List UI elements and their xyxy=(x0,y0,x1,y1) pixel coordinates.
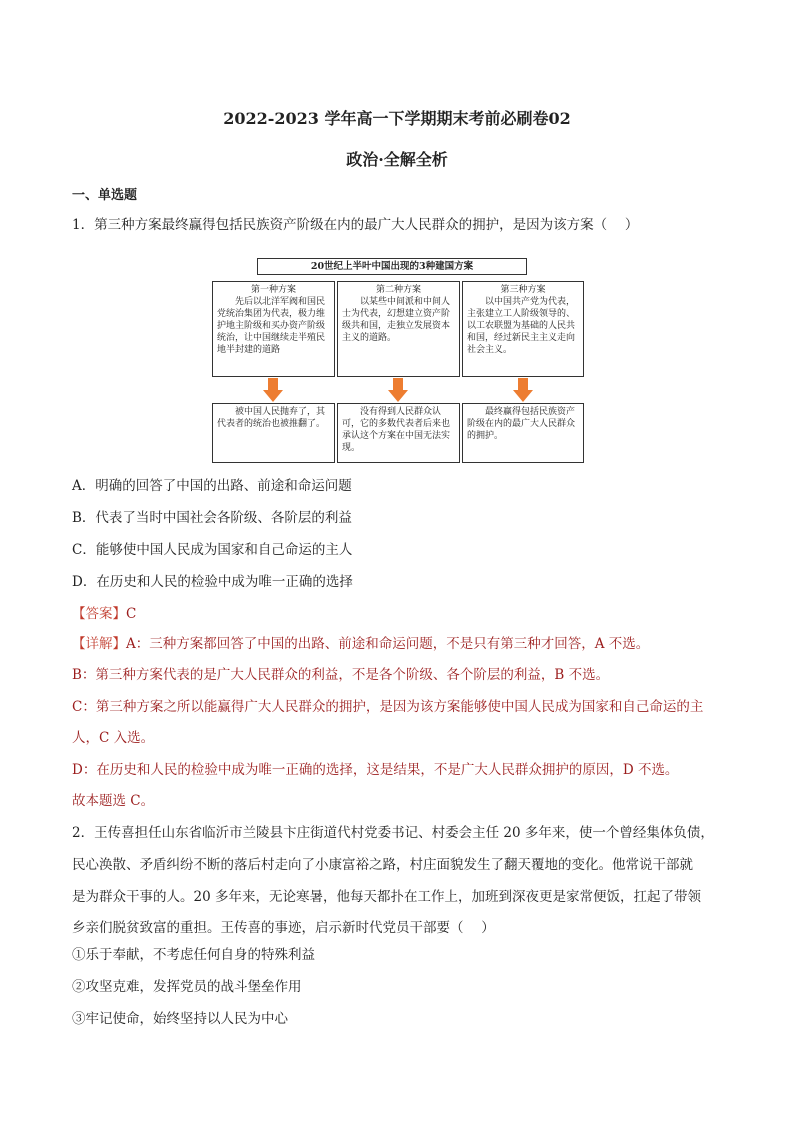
plan-3-head: 第三种方案 xyxy=(500,285,546,295)
section-heading: 一、单选题 xyxy=(72,188,138,203)
question-2-line-3: 是为群众干事的人。20 多年来，无论寒暑，他每天都扑在工作上，加班到深夜更是家常便饭，扛起了带领 xyxy=(72,889,701,905)
detail-line-c-cont: 人，C 入选。 xyxy=(72,730,155,746)
question-2-line-1: 2．王传喜担任山东省临沂市兰陵县卞庄街道代村党委书记、村委会主任 20 多年来，使一个曾经集体负债， xyxy=(72,825,714,841)
option-d: D．在历史和人民的检验中成为唯一正确的选择 xyxy=(72,574,353,590)
plan-2-result-text: 没有得到人民群众认可，它的多数代表者后来也承认这个方案在中国无法实现。 xyxy=(342,407,451,453)
plan-1-result xyxy=(212,403,335,463)
detail-line-d: D：在历史和人民的检验中成为唯一正确的选择，这是结果，不是广大人民群众拥护的原因，D 不选。 xyxy=(72,762,679,778)
question-1-stem: 1．第三种方案最终赢得包括民族资产阶级在内的最广大人民群众的拥护，是因为该方案（ ） xyxy=(72,217,639,233)
plan-1-result-text: 被中国人民抛弃了，其代表者的统治也被推翻了。 xyxy=(217,407,326,429)
plan-3-box xyxy=(462,281,584,377)
detail-line-1 xyxy=(72,635,732,653)
down-arrow-icon xyxy=(388,378,408,402)
plan-2-head: 第二种方案 xyxy=(375,285,421,295)
question-2-line-2: 民心涣散、矛盾纠纷不断的落后村走向了小康富裕之路，村庄面貌发生了翻天覆地的变化。他常说干部就 xyxy=(72,857,693,873)
plan-1-body: 先后以北洋军阀和国民党统治集团为代表，极力维护地主阶级和买办资产阶级统治，让中国继续走半殖民地半封建的道路 xyxy=(217,297,326,355)
plans-diagram xyxy=(212,257,584,465)
plan-3-body: 以中国共产党为代表，主张建立工人阶级领导的、以工农联盟为基础的人民共和国，经过新民主主义走向社会主义。 xyxy=(467,297,576,355)
question-2-line-4: 乡亲们脱贫致富的重担。王传喜的事迹，启示新时代党员干部要（ ） xyxy=(72,920,495,936)
detail-text-a: A：三种方案都回答了中国的出路、前途和命运问题，不是只有第三种才回答，A 不选。 xyxy=(126,636,650,652)
q2-item-3: ③牢记使命，始终坚持以人民为中心 xyxy=(72,1011,288,1027)
answer-line xyxy=(72,605,732,623)
plan-2-box xyxy=(337,281,460,377)
option-a: A．明确的回答了中国的出路、前途和命运问题 xyxy=(72,478,352,494)
plan-3-result-text: 最终赢得包括民族资产阶级在内的最广大人民群众的拥护。 xyxy=(467,407,576,441)
option-c: C．能够使中国人民成为国家和自己命运的主人 xyxy=(72,542,353,558)
detail-tag: 【详解】 xyxy=(72,636,126,652)
down-arrow-icon xyxy=(513,378,533,402)
q2-item-2: ②攻坚克难，发挥党员的战斗堡垒作用 xyxy=(72,979,302,995)
plan-2-result xyxy=(337,403,460,463)
answer-tag: 【答案】 xyxy=(72,606,126,622)
down-arrow-icon xyxy=(263,378,283,402)
option-b: B．代表了当时中国社会各阶级、各阶层的利益 xyxy=(72,510,352,526)
q2-item-1: ①乐于奉献，不考虑任何自身的特殊利益 xyxy=(72,947,315,963)
diagram-title: 20世纪上半叶中国出现的3种建国方案 xyxy=(257,258,527,275)
conclusion: 故本题选 C。 xyxy=(72,793,155,809)
plan-1-head: 第一种方案 xyxy=(250,285,296,295)
plan-3-result xyxy=(462,403,584,463)
document-title: 2022-2023 学年高一下学期期末考前必刷卷02 xyxy=(223,109,571,128)
document-subtitle: 政治·全解全析 xyxy=(346,150,448,169)
plan-2-body: 以某些中间派和中间人士为代表，幻想建立资产阶级共和国，走独立发展资本主义的道路。 xyxy=(342,297,451,343)
plan-1-box xyxy=(212,281,335,377)
detail-line-b: B：第三种方案代表的是广大人民群众的利益，不是各个阶级、各个阶层的利益，B 不选。 xyxy=(72,667,610,683)
answer-value: C xyxy=(126,606,137,622)
detail-line-c: C：第三种方案之所以能赢得广大人民群众的拥护，是因为该方案能够使中国人民成为国家和自己命运的主 xyxy=(72,699,704,715)
